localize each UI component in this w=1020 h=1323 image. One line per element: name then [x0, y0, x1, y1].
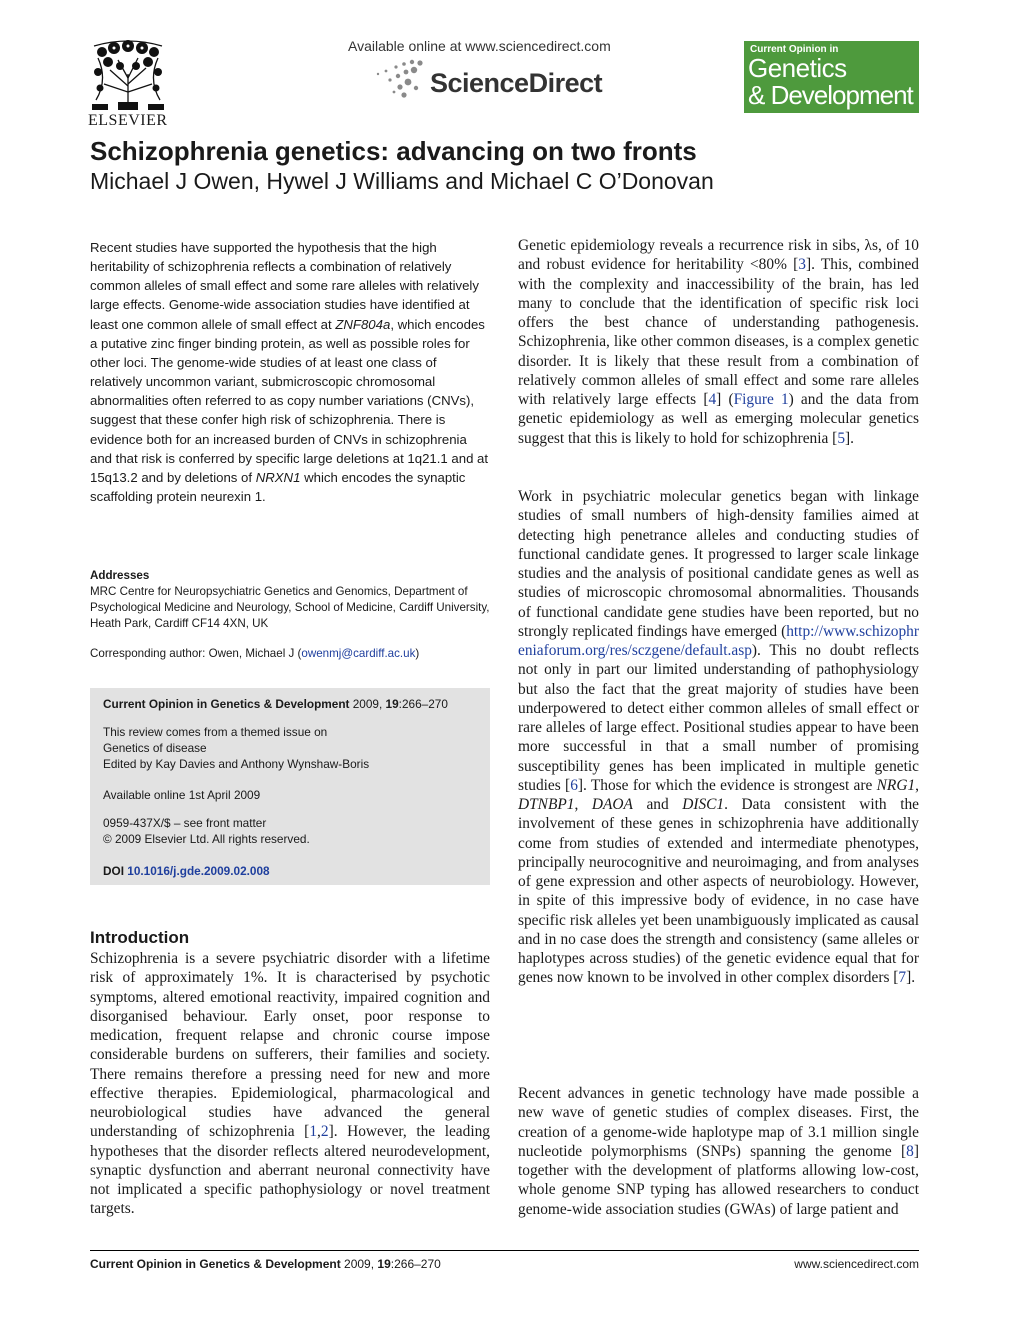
citation-link[interactable]: 5: [837, 429, 846, 447]
addresses: [90, 568, 492, 632]
body-text: ].: [906, 969, 916, 987]
body-paragraph: [518, 1084, 919, 1219]
body-text: ). This no doubt reflects not only in part our limited understanding of pathophysiology but also the fact that the great majority of studies have been underpowered to detect either common alleles of small effect or rare alleles of large effect. Positional studies appear to have been more successful in that a small number of promising susceptibility genes has been implicated in multiple genetic studies [: [518, 642, 919, 794]
body-text: ) and the data from genetic epidemiology as well as emerging molecular genetics suggest that this is likely to hold for schizophrenia [: [518, 391, 919, 447]
body-text: ]. This, combined with the complexity and inaccessibility of the brain, has led many to conclude that the identification of specific risk loci offers the best chance of understanding pathogenesis. Schizophrenia, like other common diseases, is a complex genetic disorder. It is likely that these result from a combination of relatively common alleles of small effect and some rare alleles with relatively large effects [: [518, 256, 920, 408]
body-text: ,: [317, 1123, 321, 1141]
citation-link[interactable]: 4: [708, 391, 717, 408]
article-info-box: [90, 688, 490, 885]
sciencedirect-wordmark: ScienceDirect: [430, 68, 603, 98]
info-issn: 0959-437X/$ – see front matter: [103, 816, 267, 830]
citation-link[interactable]: 1: [309, 1123, 318, 1141]
abstract-text: , which encodes a putative zinc finger binding protein, as well as possible roles for other loci. The genome-wide studies of at least one class of relatively uncommon variant, submicroscopic chromosomal abnormalities often referred to as copy number variations (CNVs), suggest that these confer high risk of schizophrenia. There is evidence both for an increased burden of CNVs in schizophrenia and that risk is conferred by specific large deletions at 1q21.1 and at 15q13.2 and by deletions of: [90, 316, 489, 485]
abstract: [90, 238, 490, 506]
available-online-text[interactable]: Available online at www.sciencedirect.com: [348, 38, 611, 54]
body-text: ]. Those for which the evidence is strongest are: [577, 776, 877, 794]
article-authors: Michael J Owen, Hywel J Williams and Michael C O’Donovan: [90, 168, 714, 194]
citation-link[interactable]: 7: [898, 969, 907, 987]
author-email-link[interactable]: owenmj@cardiff.ac.uk: [301, 647, 416, 660]
body-text: Schizophrenia is a severe psychiatric disorder with a lifetime risk of approximately 1%. It is characterised by psychotic symptoms, altered emotional reactivity, impaired cognition and disorganised behaviour. Early onset, poor response to medication, frequent relapse and chronic course impose considerable burdens on sufferers, their families and society. There remains therefore a pressing need for new and more effective therapies. Epidemiological, pharmacological and neurobiological studies have advanced the general understanding of schizophrenia [: [90, 950, 490, 1141]
addresses-text: MRC Centre for Neuropsychiatric Genetics and Genomics, Department of Psychological Medicine and Neurology, School of Medicine, Cardiff University, Heath Park, Cardiff CF14 4XN, UK: [90, 585, 490, 630]
journal-badge-line2: & Development: [748, 80, 913, 110]
body-text: Recent advances in genetic technology have made possible a new wave of genetic studies of complex diseases. First, the creation of a genome-wide haplotype map of 3.1 million single nucleotide polymorphisms (SNPs) spanning the genome [: [518, 1085, 919, 1160]
info-copyright: © 2009 Elsevier Ltd. All rights reserved.: [103, 832, 310, 846]
journal-badge[interactable]: [744, 41, 919, 113]
journal-badge-line1: Genetics: [748, 53, 847, 83]
footer-site-link[interactable]: www.sciencedirect.com: [794, 1257, 919, 1271]
info-theme1: This review comes from a themed issue on: [103, 725, 328, 739]
introduction-heading: Introduction: [90, 928, 190, 947]
gene-name: ZNF804a: [335, 316, 391, 332]
body-paragraph: [518, 487, 919, 988]
footer-pages: :266–270: [390, 1257, 441, 1271]
abstract-text: Recent studies have supported the hypothesis that the high heritability of schizophrenia reflects a combination of relatively common alleles of small effect and some rare alleles with relatively large effects. Genome-wide association studies have identified at least one common allele of small effect at: [90, 240, 479, 332]
info-pages: :266–270: [398, 697, 448, 711]
gene-name: DAOA: [591, 796, 633, 813]
article-title: Schizophrenia genetics: advancing on two fronts: [90, 136, 697, 166]
publisher-name: ELSEVIER: [88, 112, 168, 129]
info-theme2: Genetics of disease: [103, 741, 207, 755]
corresponding-author: [90, 646, 492, 662]
footer-divider: [90, 1250, 919, 1251]
info-year: 2009,: [349, 697, 386, 711]
gene-name: NRG1: [876, 776, 916, 794]
figure-link[interactable]: Figure 1: [733, 391, 789, 408]
body-text: Work in psychiatric molecular genetics began with linkage studies of small numbers of high-density families aimed at detecting high penetrance alleles and conducting studies of functional candidate genes. It progressed to larger scale linkage studies and the analysis of positional candidate genes as well as studies of microscopic chromosomal abnormalities. Thousands of functional candidate gene studies have been reported, but no strongly replicated findings have emerged (: [518, 488, 919, 640]
body-text: ] together with the development of platforms allowing low-cost, whole genome SNP typing has allowed researchers to conduct genome-wide association studies (GWAs) of large patient and: [518, 1142, 919, 1218]
info-available: Available online 1st April 2009: [103, 788, 261, 802]
info-journal: Current Opinion in Genetics & Development: [103, 697, 350, 711]
gene-name: DTNBP1: [518, 796, 575, 813]
gene-name: DISC1: [682, 796, 725, 813]
abstract-text: which encodes the synaptic scaffolding protein neurexin 1.: [90, 469, 466, 505]
body-text: ,: [574, 796, 592, 813]
footer-journal: Current Opinion in Genetics & Development: [90, 1257, 341, 1271]
corresponding-suffix: ): [415, 647, 420, 660]
journal-badge-top: Current Opinion in: [750, 44, 839, 55]
corresponding-prefix: Corresponding author: Owen, Michael J (: [90, 647, 302, 660]
info-editors: Edited by Kay Davies and Anthony Wynshaw-Boris: [103, 757, 370, 771]
info-citation: [103, 696, 483, 712]
body-text: Genetic epidemiology reveals a recurrence risk in sibs, λs, of 10 and robust evidence for heritability <80% [: [518, 237, 919, 274]
citation-link[interactable]: 6: [570, 776, 578, 794]
url-link[interactable]: http://www.schizophreniaforum.org/res/sczgene/default.asp: [518, 622, 919, 659]
citation-link[interactable]: 3: [798, 256, 806, 274]
footer-volume: 19: [377, 1257, 391, 1271]
body-text: . Data consistent with the involvement of these genes in schizophrenia have additionally come from studies of extended and intermediate phenotypes, principally neurocognitive and neuroimaging, and from analyses of gene expression and other aspects of neurobiology. However, in spite of this impressive body of evidence, in no case have specific risk alleles yet been unambiguously implicated as causal and in no case does the strength and consistency (same alleles or haplotypes across studies) of the genetic evidence equal that for genes now known to be involved in other complex disorders [: [518, 796, 919, 987]
body-text: ,: [915, 776, 919, 794]
doi-link[interactable]: 10.1016/j.gde.2009.02.008: [127, 864, 270, 878]
body-text: and: [632, 796, 683, 813]
info-doi: [103, 863, 483, 879]
body-text: ] (: [716, 391, 734, 408]
addresses-heading: Addresses: [90, 569, 150, 582]
footer-citation: [90, 1257, 441, 1271]
body-text: ].: [845, 429, 854, 447]
footer-year: 2009,: [340, 1257, 378, 1271]
citation-link[interactable]: 8: [906, 1142, 914, 1160]
info-volume: 19: [385, 697, 399, 711]
body-paragraph: [518, 236, 919, 448]
citation-link[interactable]: 2: [320, 1123, 329, 1141]
gene-name: NRXN1: [255, 469, 301, 485]
introduction-paragraph: [90, 949, 490, 1219]
sciencedirect-dots-icon: [374, 58, 426, 100]
sciencedirect-logo[interactable]: [374, 58, 614, 102]
doi-label: DOI: [103, 864, 124, 878]
body-text: ]. However, the leading hypotheses that the disorder reflects altered neurodevelopment, synaptic dysfunction and aberrant neuronal connectivity have not implicated a specific pathophysiology or novel treatment targets.: [90, 1123, 490, 1218]
